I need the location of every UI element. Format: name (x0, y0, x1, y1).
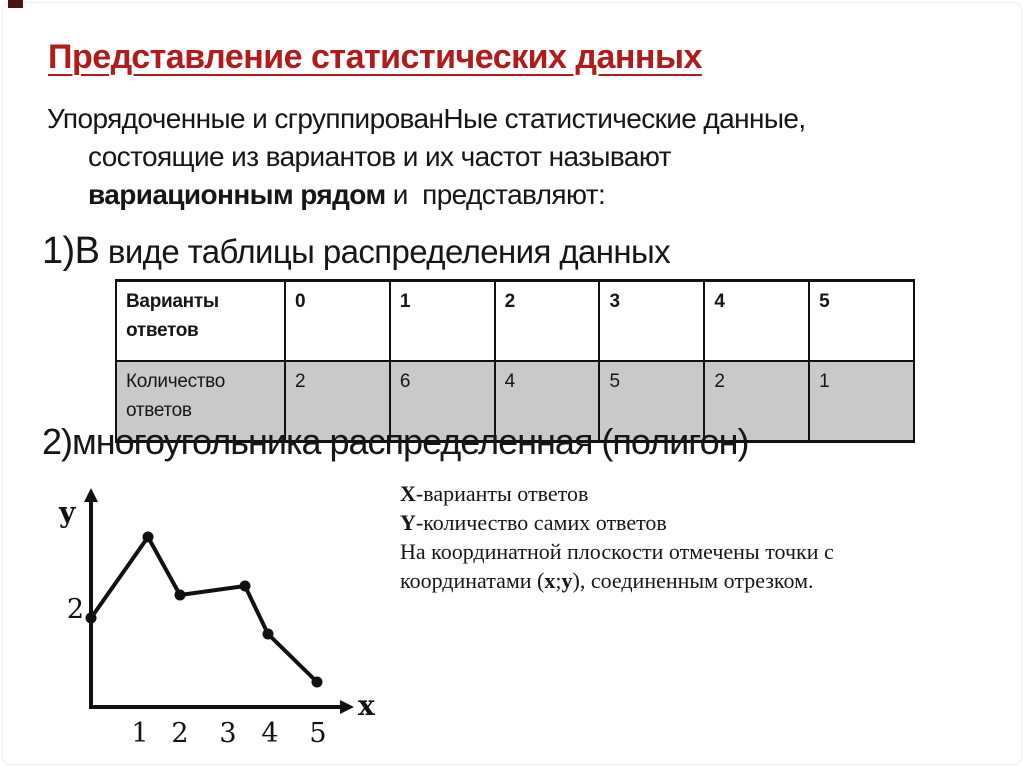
list-item-1 (42, 230, 670, 273)
slide-title: Представление статистических данных (48, 38, 702, 76)
intro-line-2: состоящие из вариантов и их частот называют (88, 141, 671, 172)
variant-cell: 0 (285, 281, 390, 362)
x-tick-labels (131, 718, 326, 749)
x-axis-label: x (358, 689, 375, 722)
list-item-1-text: виде таблицы распределения данных (99, 233, 670, 270)
intro-line-3-rest: и представляют: (385, 179, 606, 210)
intro-paragraph (47, 100, 947, 214)
list-item-1-number: 1)В (42, 230, 100, 272)
data-points (86, 532, 323, 688)
distribution-table (115, 279, 915, 443)
count-cell: 5 (599, 361, 704, 442)
note-coords-post: ), соединенным отрезком. (572, 568, 814, 593)
polygon-chart (40, 480, 390, 750)
list-item-2: 2)многоугольника распределенная (полигон) (42, 421, 749, 462)
data-point (240, 581, 251, 592)
intro-line-3-bold: вариационным рядом (88, 179, 386, 210)
variant-cell: 4 (704, 281, 809, 362)
note-line-y (400, 508, 948, 537)
row-header-counts: Количество ответов (116, 361, 285, 442)
polygon-line (91, 537, 317, 682)
y-tick-label: 2 (66, 594, 84, 625)
note-coords-pre: На координатной плоскости отмечены точки с координатами ( (400, 539, 834, 593)
x-tick-label: 5 (309, 718, 327, 749)
x-tick-label: 2 (171, 718, 189, 749)
count-cell: 2 (704, 361, 809, 442)
note-line-coords (400, 537, 948, 595)
data-point (143, 532, 154, 543)
count-cell: 4 (495, 361, 600, 442)
variant-cell: 5 (809, 281, 914, 362)
corner-mark (8, 0, 23, 8)
note-coords-sep: ; (555, 568, 562, 593)
count-cell: 6 (390, 361, 495, 442)
variant-cell: 1 (390, 281, 495, 362)
chart-note (400, 479, 948, 595)
count-cell: 1 (809, 361, 914, 442)
data-point (312, 677, 323, 688)
y-axis-arrow-icon (84, 488, 98, 502)
variant-cell: 2 (495, 281, 600, 362)
data-point (86, 613, 97, 624)
data-point (175, 590, 186, 601)
y-axis-label: y (59, 496, 76, 529)
count-cell: 2 (285, 361, 390, 442)
variant-cell: 3 (599, 281, 704, 362)
x-tick-label: 4 (261, 718, 279, 749)
table-row-variants (116, 281, 914, 362)
intro-line-1: Упорядоченные и сгруппированНые статистические данные, (47, 103, 806, 134)
note-y-text: -количество самих ответов (415, 510, 667, 535)
x-tick-label: 3 (219, 718, 237, 749)
note-coords-x: x (544, 568, 556, 593)
x-axis-arrow-icon (340, 700, 354, 714)
note-coords-y: y (561, 568, 573, 593)
note-y-symbol: Y (400, 510, 416, 535)
x-tick-label: 1 (131, 718, 149, 749)
note-x-text: -варианты ответов (415, 481, 589, 506)
data-point (263, 629, 274, 640)
note-x-symbol: X (400, 481, 416, 506)
row-header-variants: Варианты ответов (116, 281, 285, 362)
intro-line-3 (88, 176, 947, 214)
note-line-x (400, 479, 948, 508)
